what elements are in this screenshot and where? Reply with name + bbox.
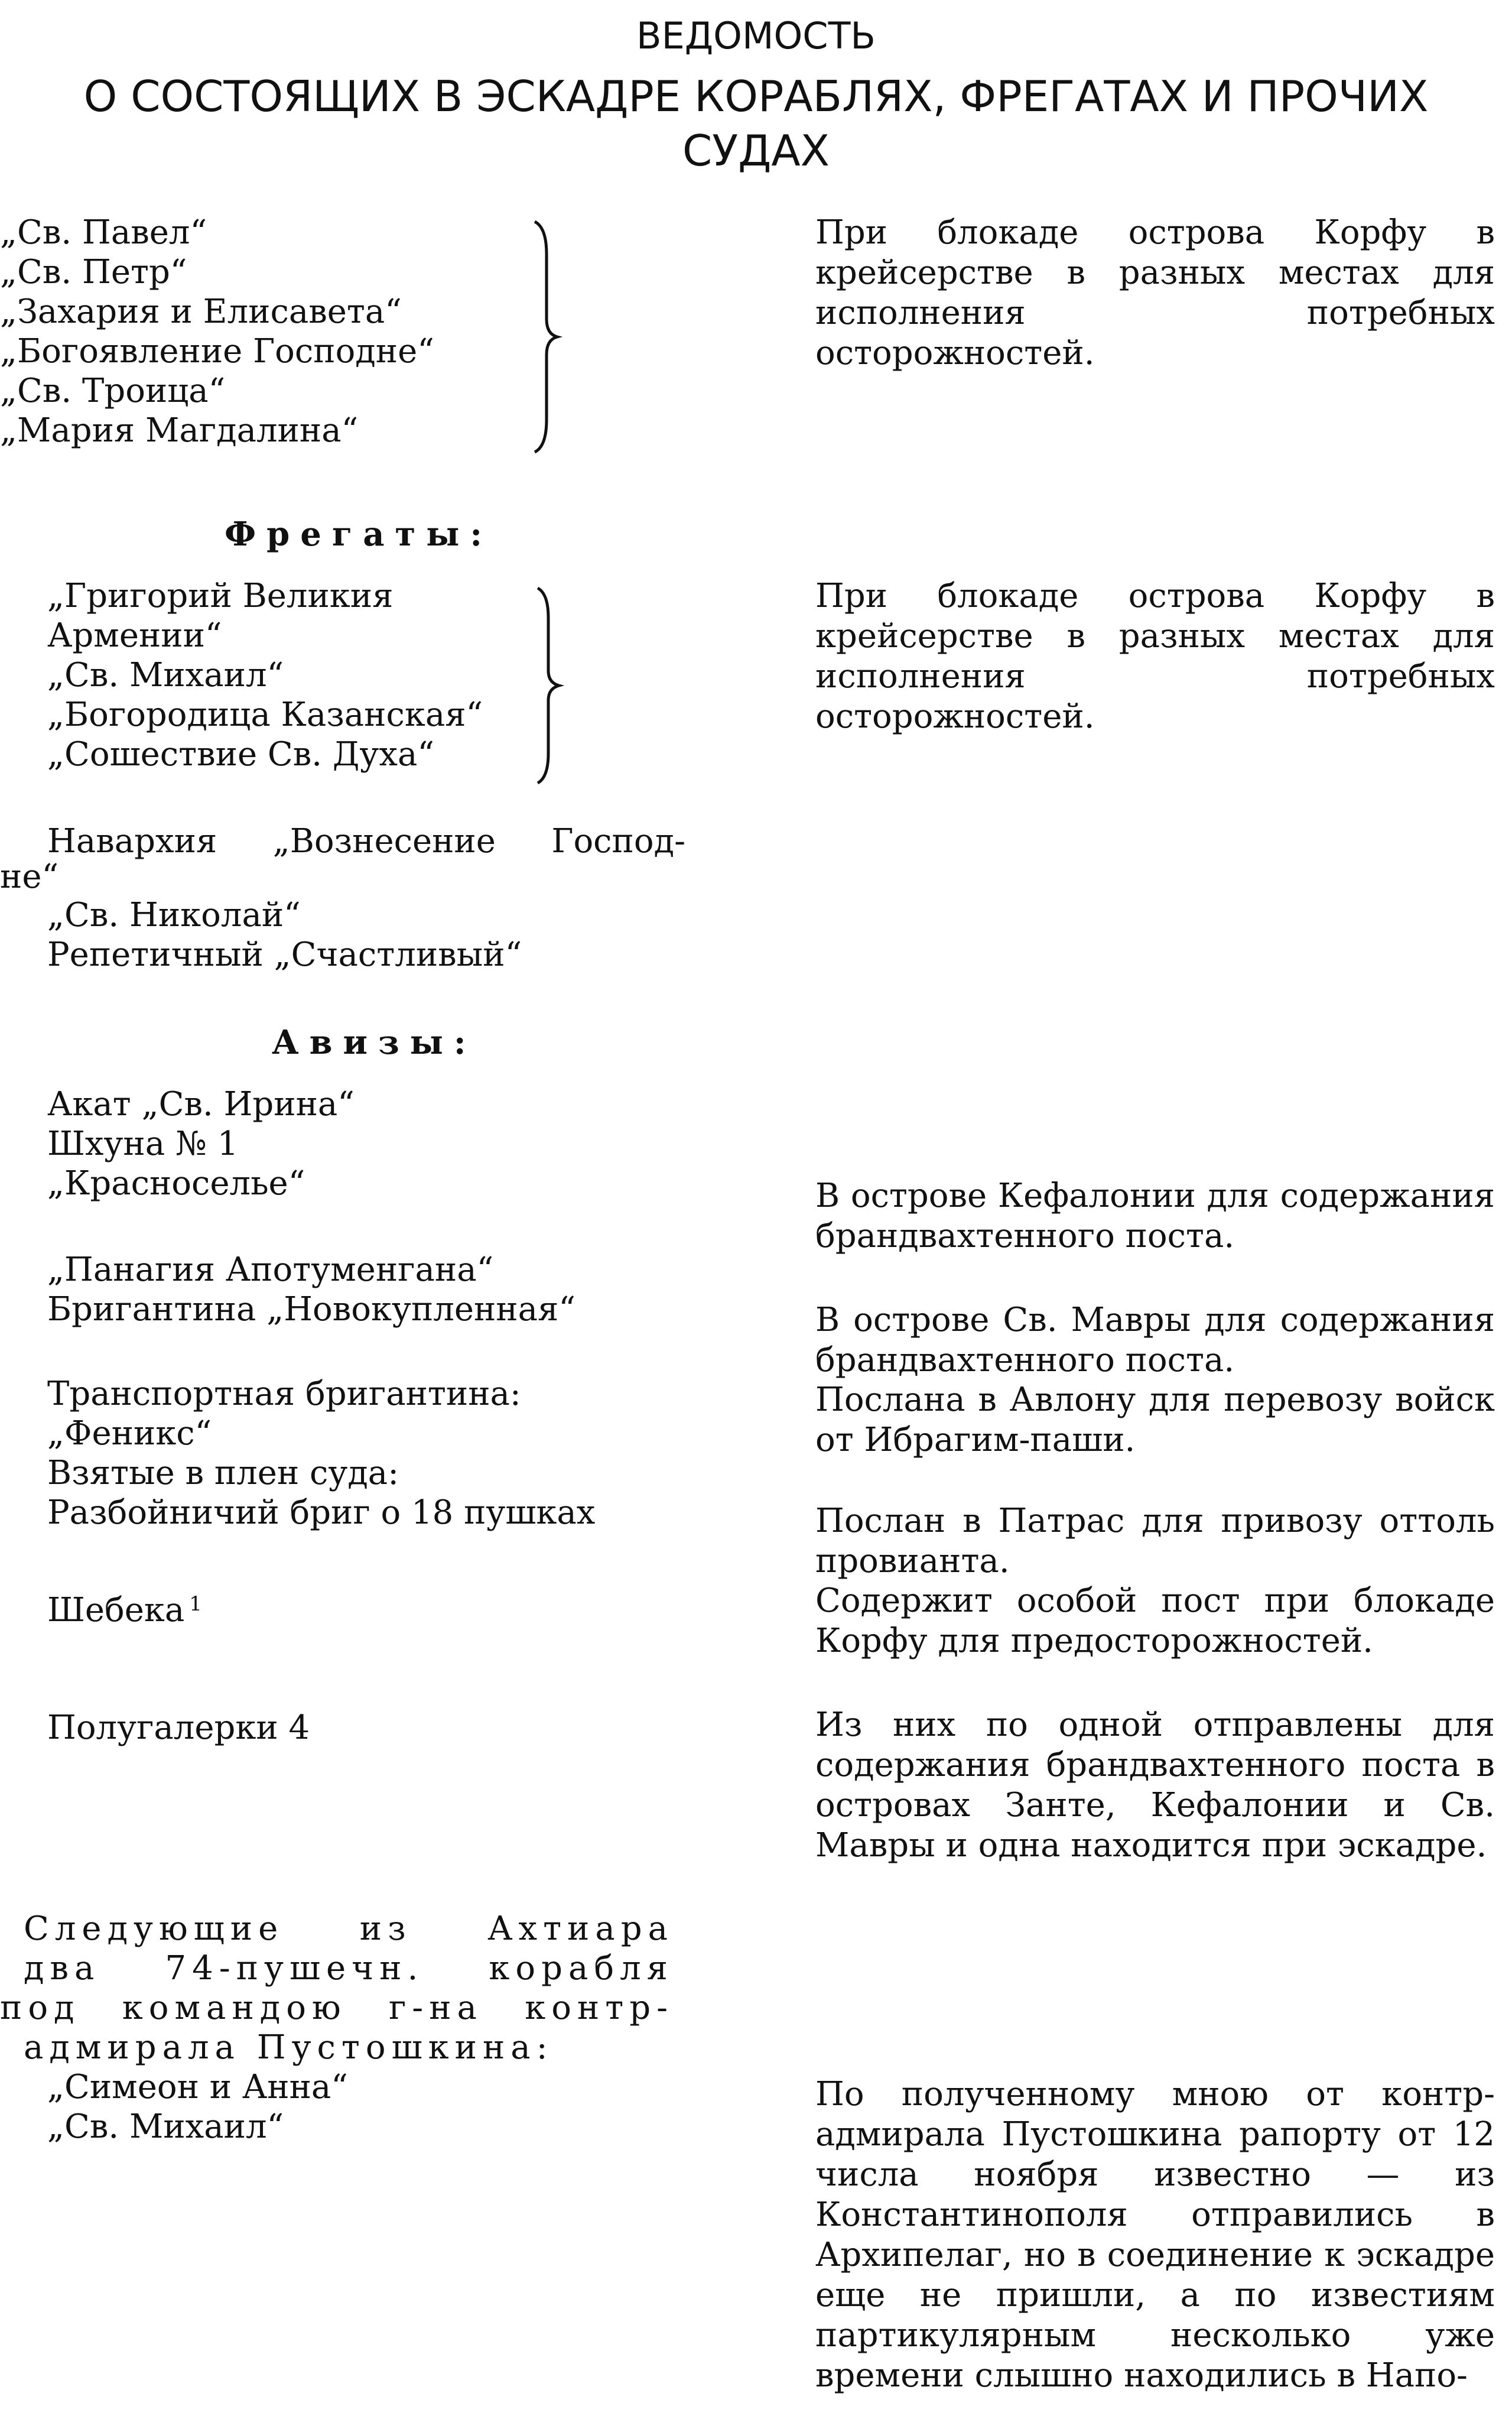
navarkhia-item: „Св. Николай“ [47, 896, 301, 934]
aviz-item: „Красноселье“ [47, 1164, 305, 1203]
polugalerki-note: Из них по одной отправлены для содержания брандвахтенного поста в островах Занте, Кефалонии и Св. Мавры и одна находится при эскадре. [815, 1706, 1495, 1865]
ships-note: При блокаде острова Корфу в крейсерстве в разных местах для исполнения потребных осторожностей. [815, 213, 1495, 372]
ship-item: „Богоявление Господне“ [0, 332, 434, 371]
aviz-item: Акат „Св. Ирина“ [47, 1085, 355, 1123]
ship-item: „Св. Троица“ [0, 372, 226, 410]
akhtiar-ship: „Св. Михаил“ [47, 2107, 284, 2146]
document-subtitle-cont: СУДАХ [682, 126, 830, 176]
frigate-item: „Сошествие Св. Духа“ [47, 735, 434, 774]
frigates-note: При блокаде острова Корфу в крейсерстве в разных местах для исполнения потребных осторожностей. [815, 577, 1495, 736]
frigate-item: „Св. Михаил“ [47, 656, 284, 694]
polugalerki-item: Полугалерки 4 [47, 1709, 310, 1747]
panagia-note: В острове Св. Мавры для содержания брандвахтенного поста. [815, 1301, 1495, 1379]
document-title: ВЕДОМОСТЬ [636, 14, 876, 57]
footnote-marker: 1 [189, 1592, 202, 1616]
transport-label: Транспортная бригантина: [47, 1375, 521, 1413]
akhtiar-line: адмирала Пустошкина: [24, 2028, 554, 2067]
frigate-item: Армении“ [47, 616, 222, 655]
ships-brace [529, 219, 564, 455]
frigate-item: „Григорий Великия [47, 577, 394, 615]
avizy-heading: Авизы: [272, 1023, 477, 1062]
ship-item: „Мария Магдалина“ [0, 411, 359, 450]
brig-note: Послан в Патрас для привозу оттоль провианта. [815, 1502, 1495, 1580]
navarkhia-line: Навархия „Вознесение Господ- [47, 822, 685, 860]
navarkhia-line-cont: не“ [0, 858, 59, 896]
akhtiar-note: По полученному мною от контр-адмирала Пустошкина рапорту от 12 числа ноября известно — из Константинополя отправились в Архипелаг, но в соединение к эскадре еще не пришли, а по известиям партикулярным несколько уже времени слышно находились в Напо- [815, 2075, 1495, 2395]
transport-item: „Феникс“ [47, 1414, 212, 1453]
ship-item: „Св. Петр“ [0, 253, 187, 291]
transport-note: Послана в Авлону для перевозу войск от Ибрагим-паши. [815, 1381, 1495, 1459]
panagia-item: „Панагия Апотуменгана“ [47, 1251, 494, 1289]
document-subtitle: О СОСТОЯЩИХ В ЭСКАДРЕ КОРАБЛЯХ, ФРЕГАТАХ И ПРОЧИХ [83, 72, 1429, 121]
akhtiar-line: два 74-пушечн. корабля [24, 1949, 674, 1988]
navarkhia-item: Репетичный „Счастливый“ [47, 936, 522, 974]
avizy-note: В острове Кефалонии для содержания брандвахтенного поста. [815, 1177, 1495, 1255]
frigates-heading: Фрегаты: [225, 515, 493, 554]
akhtiar-line: под командою г-на контр- [0, 1989, 674, 2027]
captured-label: Взятые в плен суда: [47, 1454, 399, 1492]
akhtiar-ship: „Симеон и Анна“ [47, 2068, 348, 2106]
brig-item: Разбойничий бриг о 18 пушках [47, 1493, 596, 1532]
panagia-item: Бригантина „Новокупленная“ [47, 1290, 575, 1329]
ship-item: „Захария и Елисавета“ [0, 293, 402, 331]
akhtiar-line: Следующие из Ахтиара [24, 1910, 674, 1948]
shebeka-item: Шебека $^1$ [47, 1591, 202, 1629]
frigates-brace [532, 585, 567, 786]
aviz-item: Шхуна № 1 [47, 1125, 239, 1163]
frigate-item: „Богородица Казанская“ [47, 696, 483, 734]
ship-item: „Св. Павел“ [0, 213, 207, 252]
shebeka-note: Содержит особой пост при блокаде Корфу для предосторожностей. [815, 1582, 1495, 1660]
